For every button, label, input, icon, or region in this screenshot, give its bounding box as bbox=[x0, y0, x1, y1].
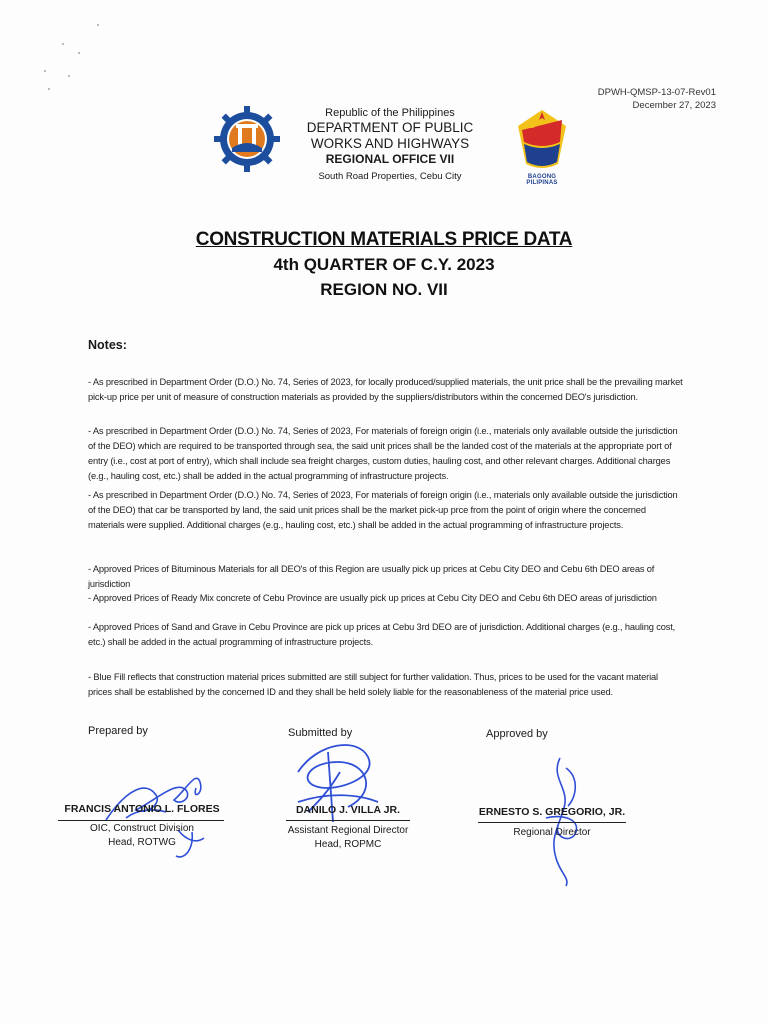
note-item: - As prescribed in Department Order (D.O.) No. 74, Series of 2023, For materials of foreign origin (i.e., materials only available outside the jurisdiction of the DEO) which are required to be transported through sea, the said unit prices shall be the landed cost of the materials at the appropriate port of entry (i.e., cost at port of entry), which shall include sea freight charges, custom duties, hauling cost, and other relevant charges. Additional charges (e.g., hauling cost, etc.) shall be added in the actual programming of infrastructure projects. bbox=[88, 426, 678, 481]
preparer-office: Head, ROTWG bbox=[108, 837, 176, 848]
dpwh-seal-icon bbox=[212, 104, 282, 174]
document-date: December 27, 2023 bbox=[632, 100, 716, 111]
regional-office: REGIONAL OFFICE VII bbox=[325, 152, 455, 166]
document-code: DPWH-QMSP-13-07-Rev01 bbox=[597, 87, 716, 98]
submitted-by-label: Submitted by bbox=[288, 727, 353, 739]
signature-line bbox=[58, 820, 224, 821]
signature-line bbox=[286, 820, 410, 821]
approver-name: ERNESTO S. GREGORIO, JR. bbox=[478, 806, 626, 818]
notes-heading: Notes: bbox=[88, 338, 127, 352]
signature-line bbox=[478, 822, 626, 823]
submitter-title bbox=[270, 824, 426, 852]
scan-speck bbox=[97, 24, 99, 26]
scan-speck bbox=[44, 70, 46, 72]
approved-by-label: Approved by bbox=[486, 728, 548, 740]
scan-speck bbox=[68, 75, 70, 77]
note-item: - Blue Fill reflects that construction material prices submitted are still subject for further validation. Thus, prices to be used for the vacant material prices shall be established by the concerned ID and they shall be held solely liable for the reasonableness of the material price used. bbox=[88, 672, 658, 697]
scan-speck bbox=[48, 88, 50, 90]
prepared-by-label: Prepared by bbox=[88, 725, 148, 737]
submitter-name: DANILO J. VILLA JR. bbox=[295, 804, 401, 816]
scan-speck bbox=[78, 52, 80, 54]
approver-title bbox=[468, 826, 636, 840]
signature-gregorio bbox=[520, 748, 600, 888]
region-title: REGION NO. VII bbox=[320, 280, 448, 299]
department-name: DEPARTMENT OF PUBLIC WORKS AND HIGHWAYS bbox=[306, 120, 474, 151]
signature-villa bbox=[278, 732, 388, 832]
bagong-pilipinas-text: BAGONG PILIPINAS bbox=[526, 174, 558, 186]
preparer-title bbox=[52, 822, 232, 850]
document-title: CONSTRUCTION MATERIALS PRICE DATA bbox=[195, 229, 573, 250]
quarter-title: 4th QUARTER OF C.Y. 2023 bbox=[273, 255, 495, 274]
note-item: - Approved Prices of Bituminous Materials for all DEO's of this Region are usually pick up prices at Cebu City DEO and Cebu 6th DEO areas of jurisdiction bbox=[88, 564, 655, 589]
office-address: South Road Properties, Cebu City bbox=[318, 171, 462, 182]
note-item: - Approved Prices of Ready Mix concrete of Cebu Province are usually pick up prices at Cebu City DEO and Cebu 6th DEO areas of jurisdiction bbox=[88, 593, 657, 603]
note-item: - As prescribed in Department Order (D.O.) No. 74, Series of 2023, for locally produced/supplied materials, the unit price shall be the prevailing market pick-up price per unit of measure of construction materials as provided by the suppliers/distributors within the concerned DEO's jurisdiction. bbox=[88, 377, 683, 402]
preparer-name: FRANCIS ANTONIO L. FLORES bbox=[64, 803, 220, 815]
republic-line: Republic of the Philippines bbox=[325, 107, 455, 119]
letterhead bbox=[282, 107, 498, 184]
bagong-pilipinas-logo-icon bbox=[512, 106, 572, 174]
submitter-position: Assistant Regional Director bbox=[287, 825, 409, 836]
scan-speck bbox=[62, 43, 64, 45]
document-title-block bbox=[0, 228, 768, 302]
note-item: - Approved Prices of Sand and Grave in Cebu Province are pick up prices at Cebu 3rd DEO are of jurisdiction. Additional charges (e.g., hauling cost, etc.) shall be added in the actual programming of infrastructure projects. bbox=[88, 622, 676, 647]
note-item: - As prescribed in Department Order (D.O.) No. 74, Series of 2023, For materials of foreign origin (i.e., materials only available outside the jurisdiction of the DEO) that car be transported by land, the said unit prices shall be the market pick-up prce from the point of origin where the concerned materials were supplied. Additional charges (e.g., hauling cost, etc.) shall be added in the actual programming of infrastructure projects. bbox=[88, 490, 678, 530]
document-reference bbox=[598, 86, 716, 112]
signature-flores bbox=[96, 760, 226, 870]
approver-position: Regional Director bbox=[513, 827, 591, 838]
preparer-position: OIC, Construct Division bbox=[90, 823, 194, 834]
submitter-office: Head, ROPMC bbox=[314, 839, 382, 850]
bagong-pilipinas-logo bbox=[512, 106, 572, 192]
